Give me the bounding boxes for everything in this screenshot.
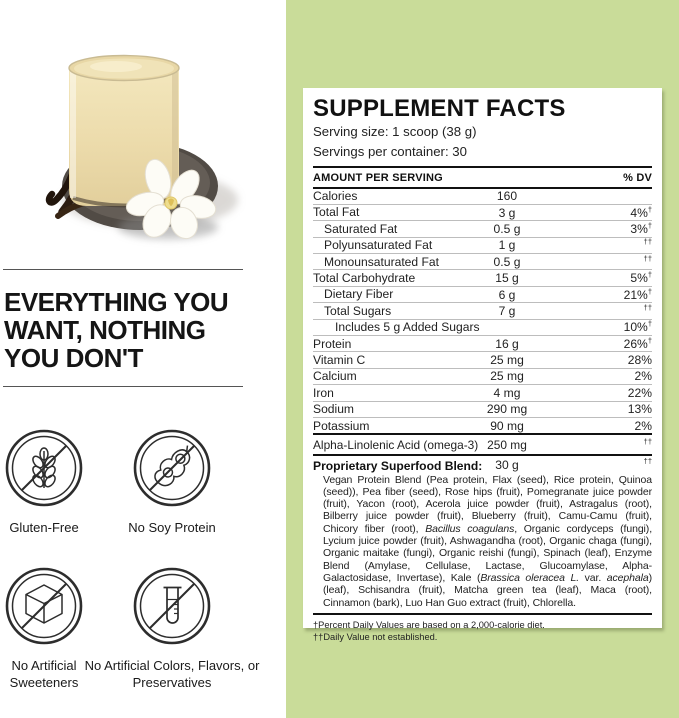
proprietary-blend-section <box>313 456 652 615</box>
supplement-facts-title: SUPPLEMENT FACTS <box>313 95 566 122</box>
badge-no-artificial-sweeteners <box>4 566 84 690</box>
nutrient-amount: 250 mg <box>487 437 527 452</box>
nutrient-name: Calcium <box>313 369 357 384</box>
nutrient-dv: †† <box>643 253 652 263</box>
badge-label: No Artificial Sweeteners <box>9 658 79 690</box>
nutrient-row <box>313 369 652 385</box>
blend-amount: 30 g <box>495 457 519 472</box>
nutrient-dv: 13% <box>627 402 652 417</box>
nutrient-amount: 16 g <box>495 336 519 351</box>
serving-size: Serving size: 1 scoop (38 g) <box>313 124 477 139</box>
nutrient-row <box>313 336 652 352</box>
column-header-dv: % DV <box>623 171 652 184</box>
smoothie-photo <box>28 6 260 252</box>
footnote: †Percent Daily Values are based on a 2,000-calorie diet. <box>313 619 545 630</box>
badge-no-artificial-colors <box>84 566 260 690</box>
nutrient-dv: 28% <box>627 352 652 367</box>
nutrient-amount: 15 g <box>495 271 519 286</box>
nutrient-name: Total Sugars <box>324 303 392 318</box>
nutrient-dv: 4%† <box>630 204 652 220</box>
headline-line: YOU DON'T <box>4 343 143 373</box>
nutrient-dv: †† <box>643 302 652 312</box>
nutrient-dv: 10%† <box>623 319 652 335</box>
blend-name: Proprietary Superfood Blend: <box>313 458 483 473</box>
nutrient-dv: 22% <box>627 385 652 400</box>
nutrient-amount: 4 mg <box>493 385 521 400</box>
nutrient-row <box>313 320 652 336</box>
headline-line: EVERYTHING YOU <box>4 287 229 317</box>
badge-no-soy-protein <box>128 428 216 535</box>
badge-label: No Artificial Colors, Flavors, or Preservatives <box>84 658 260 690</box>
nutrient-dv: 26%† <box>623 335 652 351</box>
nutrient-name: Includes 5 g Added Sugars <box>335 320 480 335</box>
nutrient-dv: 3%† <box>630 220 652 236</box>
divider-line <box>3 269 243 270</box>
nutrient-name: Calories <box>313 189 358 204</box>
nutrient-row <box>313 221 652 237</box>
nutrient-amount: 1 g <box>498 238 516 253</box>
nutrient-name: Potassium <box>313 418 370 433</box>
nutrient-name: Polyunsaturated Fat <box>324 238 433 253</box>
nutrient-row <box>313 352 652 368</box>
footnotes <box>313 615 652 643</box>
nutrient-name: Sodium <box>313 402 355 417</box>
nutrient-name: Monounsaturated Fat <box>324 254 439 269</box>
nutrient-name: Vitamin C <box>313 353 366 367</box>
badge-label: Gluten-Free <box>9 520 79 535</box>
nutrient-dv: 5%† <box>630 270 652 286</box>
nutrient-dv: 2% <box>634 369 652 384</box>
headline <box>4 288 228 372</box>
blend-dv: †† <box>643 456 652 466</box>
soybean-crossed-icon <box>132 428 212 508</box>
sugar-cube-crossed-icon <box>4 566 84 646</box>
nutrient-amount: 3 g <box>498 205 516 220</box>
nutrient-dv: †† <box>643 237 652 247</box>
wheat-crossed-icon <box>4 428 84 508</box>
nutrient-dv: 21%† <box>623 286 652 302</box>
nutrient-name: Saturated Fat <box>324 221 398 236</box>
headline-line: WANT, NOTHING <box>4 315 206 345</box>
nutrient-row <box>313 303 652 319</box>
nutrient-row <box>313 287 652 303</box>
table-column-headers <box>313 166 652 189</box>
blend-description: Vegan Protein Blend (Pea protein, Flax (seed), Rice protein, Quinoa (seed)), Pea fiber (seed), Rose hips (fruit), Pomegranate juice powder (fruit), Yacon (root), Acerola juice powder (fruit), Astragalus (root), Bilberry juice powder (fruit), Blueberry (fruit), Camu-Camu (fruit), Chicory fiber (root), Bacillus coagulans, Organic cordyceps (fungi), Lycium juice powder (fruit), Ashwagandha (root), Organic chaga (fungi), Organic maitake (fungi), Organic reishi (fungi), Spinach (leaf), Enzyme Blend (Amylase, Cellulase, Lactase, Glucoamylase, Alpha-Galactosidase, Invertase), Kale (Brassica oleracea L. var. acephala) (leaf), Schisandra (fruit), Matcha green tea (leaf), Maca (root), Cinnamon (bark), Luo Han Guo extract (fruit), Chlorella. <box>323 473 653 609</box>
nutrient-row <box>313 385 652 401</box>
nutrient-row <box>313 402 652 418</box>
divider-line <box>3 386 243 387</box>
badge-label: No Soy Protein <box>128 520 216 535</box>
nutrient-name: Protein <box>313 336 352 351</box>
column-header-amount: AMOUNT PER SERVING <box>313 171 443 184</box>
nutrient-row <box>313 270 652 286</box>
nutrient-row <box>313 254 652 270</box>
omega-row <box>313 435 652 456</box>
supplement-facts-panel <box>303 88 662 642</box>
nutrient-amount: 0.5 g <box>493 254 521 269</box>
nutrient-row <box>313 418 652 435</box>
badge-gluten-free <box>4 428 84 535</box>
nutrient-amount: 6 g <box>498 287 516 302</box>
nutrient-amount: 290 mg <box>486 402 528 417</box>
nutrient-name: Total Fat <box>313 205 360 220</box>
footnote: ††Daily Value not established. <box>313 631 438 642</box>
nutrient-name: Alpha-Linolenic Acid (omega-3) <box>313 437 479 452</box>
nutrient-amount: 160 <box>496 189 518 204</box>
blend-row <box>313 456 652 474</box>
nutrient-amount: 0.5 g <box>493 221 521 236</box>
nutrient-amount: 90 mg <box>490 418 524 433</box>
nutrient-row <box>313 205 652 221</box>
nutrient-dv: †† <box>643 436 652 446</box>
nutrient-amount: 7 g <box>498 303 516 318</box>
nutrient-row <box>313 238 652 254</box>
nutrient-amount: 25 mg <box>490 352 524 367</box>
nutrient-amount: 25 mg <box>490 369 524 384</box>
test-tube-crossed-icon <box>132 566 212 646</box>
nutrient-row <box>313 189 652 205</box>
servings-per-container: Servings per container: 30 <box>313 143 467 159</box>
nutrient-name: Iron <box>313 385 334 400</box>
nutrient-name: Dietary Fiber <box>324 287 394 302</box>
nutrient-dv: 2% <box>634 418 652 433</box>
nutrient-name: Total Carbohydrate <box>313 271 416 286</box>
nutrient-table <box>313 189 652 436</box>
